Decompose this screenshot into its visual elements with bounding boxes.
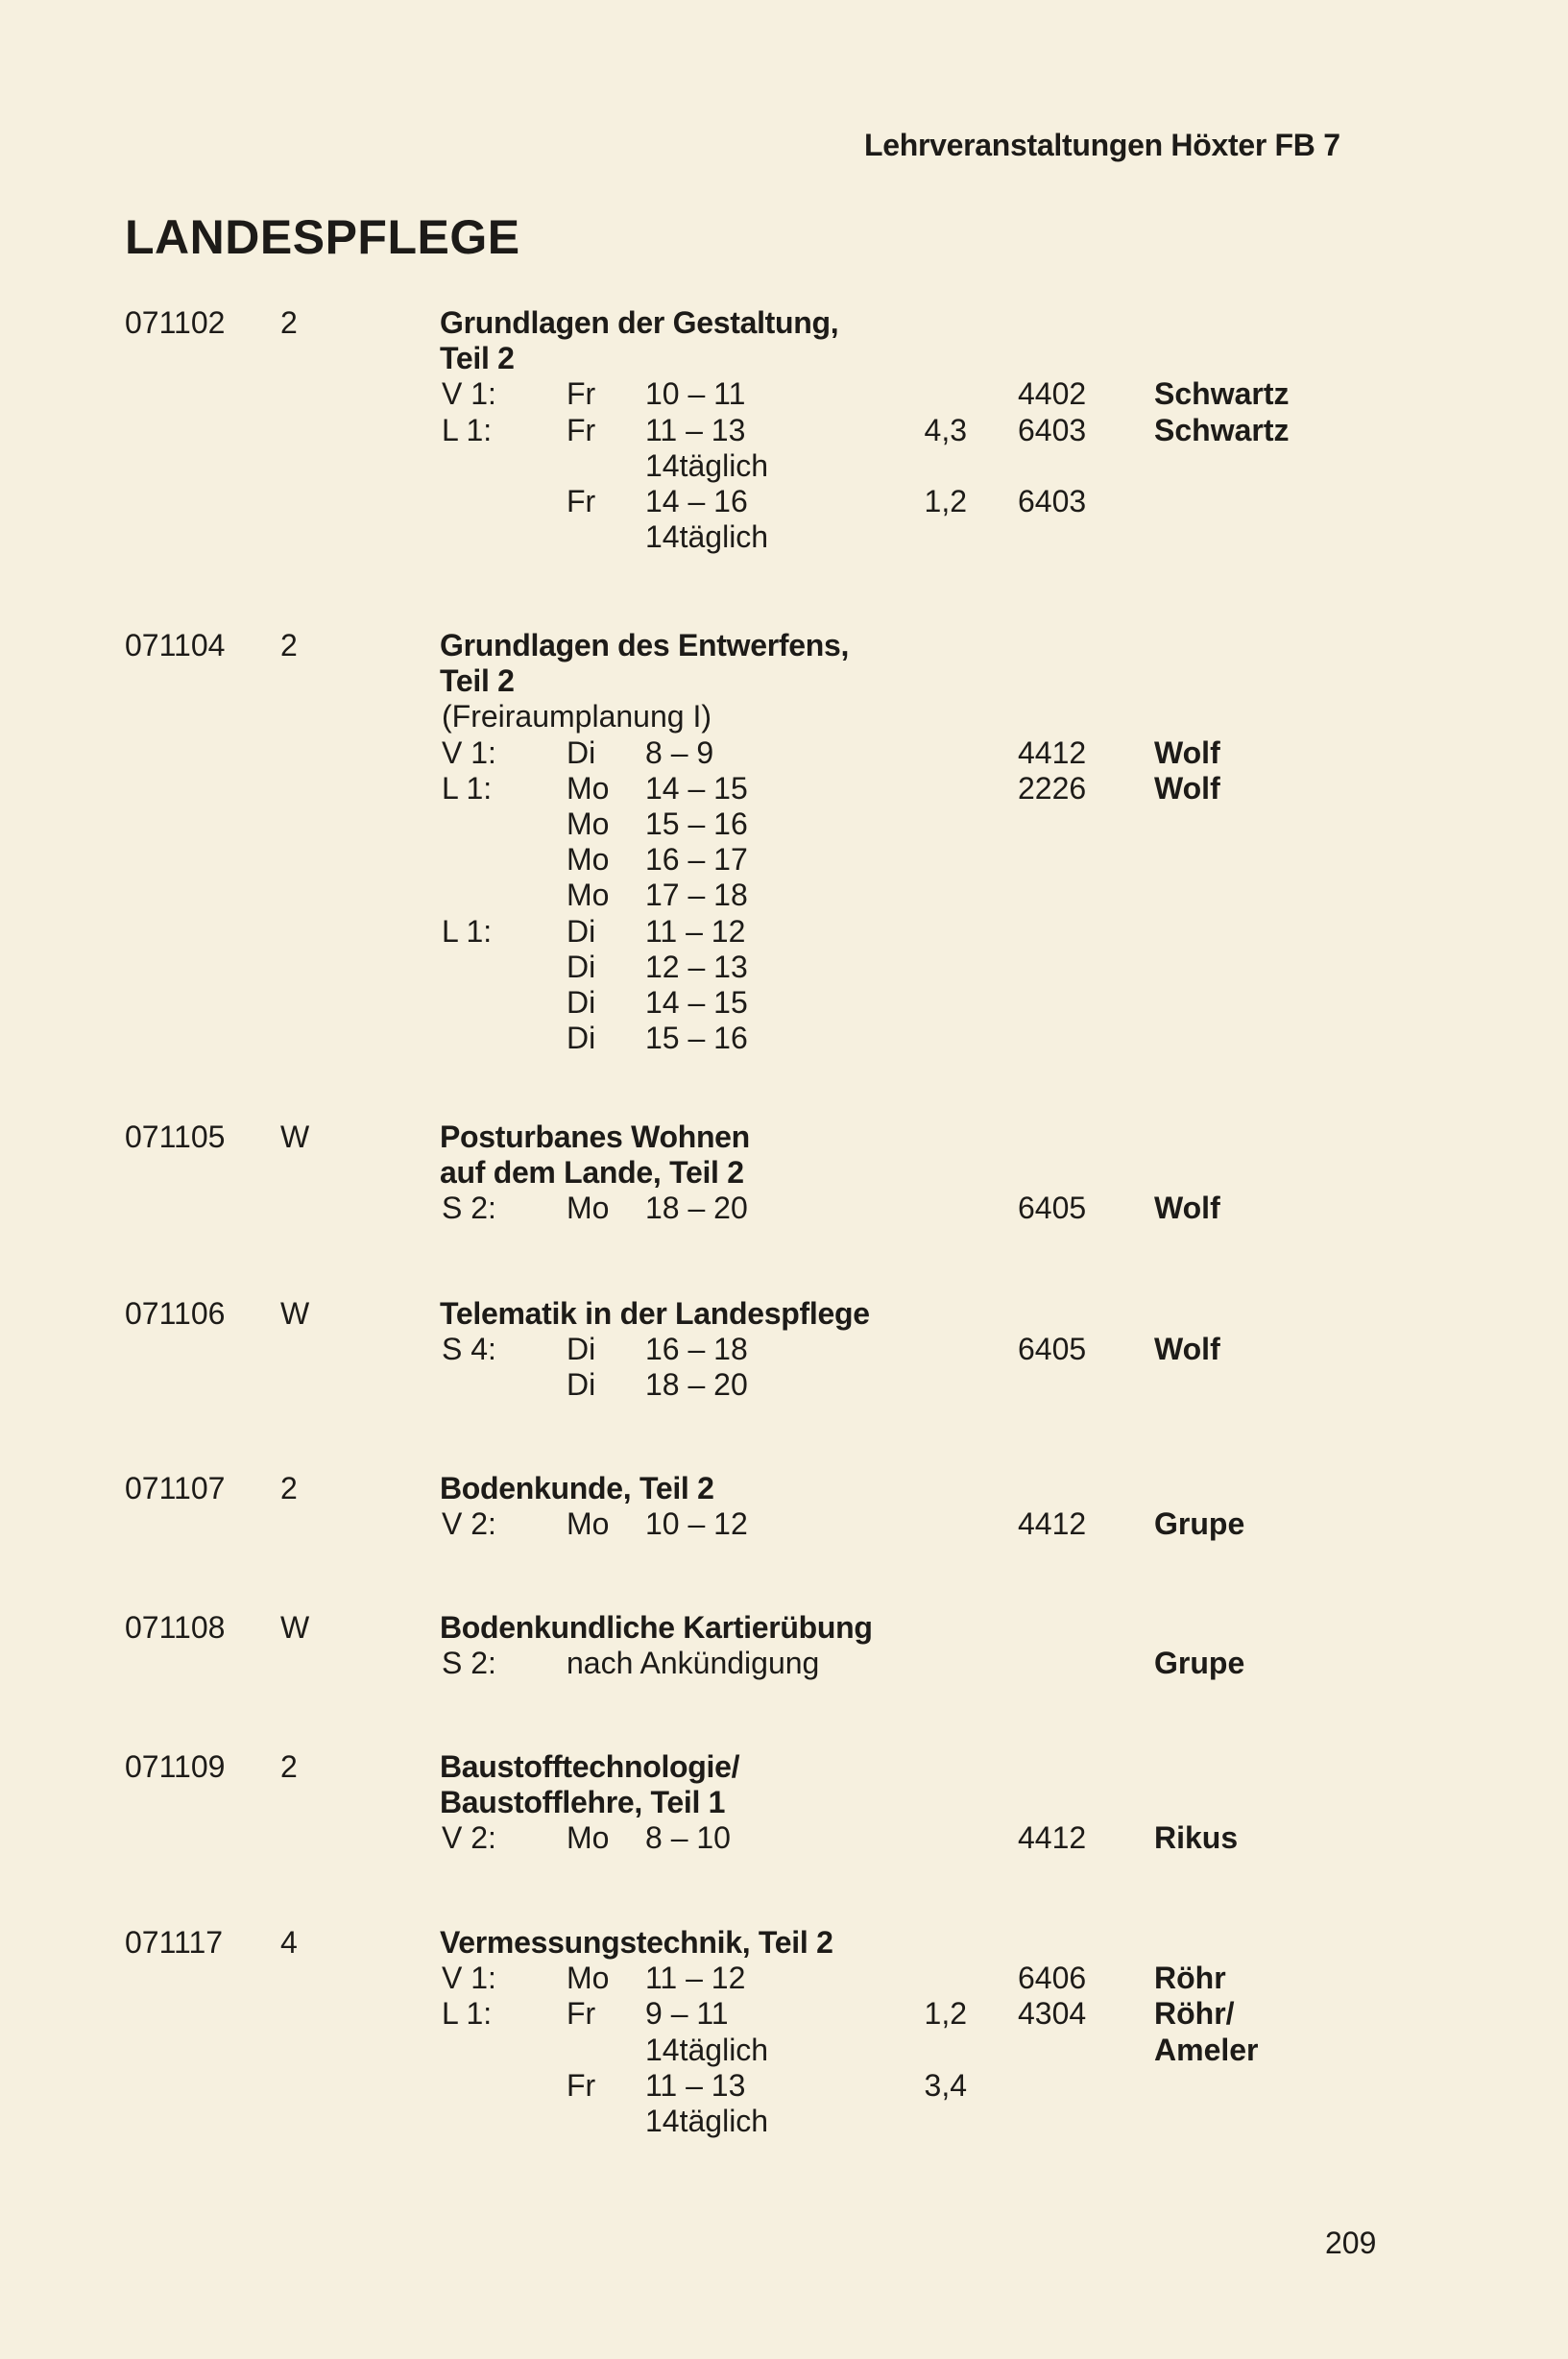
session-day: Fr	[567, 376, 596, 412]
schedule-row	[0, 2104, 1568, 2139]
session-room: 2226	[1018, 770, 1087, 806]
session-group: 4,3	[924, 412, 967, 447]
course-hours: W	[280, 1296, 310, 1331]
course-title	[440, 628, 849, 699]
session-day: Fr	[567, 2067, 596, 2103]
schedule-row	[0, 806, 1568, 842]
schedule-row	[0, 448, 1568, 484]
schedule-row	[0, 1820, 1568, 1856]
course-title-line: Teil 2	[440, 341, 515, 375]
session-time: 9 – 11	[645, 1996, 729, 2032]
course-title	[440, 305, 838, 376]
session-day: Mo	[567, 806, 610, 841]
session-lecturer: Schwartz	[1154, 412, 1290, 447]
course-hours: 2	[280, 628, 298, 662]
course-hours: W	[280, 1610, 310, 1645]
schedule-row	[0, 376, 1568, 412]
course-hours: 2	[280, 1471, 298, 1505]
session-time: 16 – 18	[645, 1332, 748, 1367]
course-code: 071109	[125, 1749, 226, 1784]
course-title-line: Grundlagen der Gestaltung,	[440, 305, 839, 340]
session-group: 1,2	[924, 1996, 967, 2032]
course-title-line: Grundlagen des Entwerfens,	[440, 628, 850, 662]
course-title	[440, 1119, 750, 1191]
course-title-line: Baustofflehre, Teil 1	[440, 1785, 726, 1819]
course-code: 071104	[125, 628, 226, 662]
schedule-row	[0, 1506, 1568, 1542]
session-day: Fr	[567, 484, 596, 518]
session-room: 6406	[1018, 1961, 1087, 1996]
session-lecturer: Röhr	[1154, 1961, 1226, 1996]
session-room: 6403	[1018, 484, 1087, 518]
session-room: 6405	[1018, 1332, 1087, 1367]
course-code: 071102	[125, 305, 226, 340]
session-room: 4412	[1018, 1506, 1087, 1542]
session-group: 1,2	[924, 484, 967, 518]
session-type: S 4:	[442, 1332, 496, 1367]
session-day: nach Ankündigung	[567, 1646, 820, 1681]
session-group: 3,4	[924, 2067, 967, 2103]
session-type: V 1:	[442, 376, 496, 412]
schedule-row	[0, 1961, 1568, 1996]
session-time: 11 – 12	[645, 913, 746, 949]
course-title	[440, 1610, 873, 1646]
session-room: 6405	[1018, 1191, 1087, 1226]
session-type: V 1:	[442, 1961, 496, 1996]
session-day: Mo	[567, 1820, 610, 1856]
session-type: L 1:	[442, 1996, 493, 2032]
session-time: 11 – 12	[645, 1961, 746, 1996]
course-hours: 4	[280, 1925, 298, 1960]
session-lecturer: Rikus	[1154, 1820, 1239, 1856]
session-day: Fr	[567, 412, 596, 447]
session-day: Di	[567, 1332, 596, 1367]
session-day: Fr	[567, 1996, 596, 2032]
schedule-row	[0, 1332, 1568, 1367]
session-type: V 2:	[442, 1820, 496, 1856]
session-type: L 1:	[442, 412, 493, 447]
schedule-row	[0, 950, 1568, 985]
course-title-line: Posturbanes Wohnen	[440, 1119, 750, 1154]
schedule-row	[0, 985, 1568, 1021]
schedule-row	[0, 413, 1568, 448]
session-day: Di	[567, 949, 596, 984]
schedule-row	[0, 771, 1568, 806]
session-time: 14täglich	[645, 519, 769, 555]
schedule-row	[0, 735, 1568, 771]
session-day: Di	[567, 1021, 596, 1056]
schedule-row	[0, 878, 1568, 913]
session-time: 18 – 20	[645, 1367, 748, 1403]
course-title-line: Teil 2	[440, 663, 515, 698]
session-lecturer: Wolf	[1154, 770, 1220, 806]
schedule-row	[0, 1021, 1568, 1056]
session-type: S 2:	[442, 1646, 496, 1681]
schedule-row	[0, 2068, 1568, 2104]
session-lecturer: Wolf	[1154, 1191, 1220, 1226]
session-day: Mo	[567, 1506, 610, 1542]
session-day: Mo	[567, 878, 610, 913]
session-time: 14 – 15	[645, 770, 748, 806]
schedule-row	[0, 1367, 1568, 1403]
course-code: 071107	[125, 1471, 226, 1505]
course-subtitle-text: (Freiraumplanung I)	[442, 699, 712, 734]
course-title-line: Bodenkundliche Kartierübung	[440, 1610, 873, 1645]
course-hours: 2	[280, 305, 298, 340]
session-lecturer: Wolf	[1154, 1332, 1220, 1367]
course-code: 071108	[125, 1610, 226, 1645]
schedule-row	[0, 1646, 1568, 1681]
session-room: 4304	[1018, 1996, 1087, 2032]
schedule-row	[0, 1996, 1568, 2032]
course-hours: W	[280, 1119, 310, 1154]
course-title	[440, 1925, 833, 1961]
session-time: 17 – 18	[645, 878, 748, 913]
session-day: Mo	[567, 1961, 610, 1996]
session-day: Di	[567, 734, 596, 770]
course-code: 071117	[125, 1925, 224, 1960]
course-title	[440, 1296, 870, 1332]
session-time: 12 – 13	[645, 949, 748, 984]
course-code: 071105	[125, 1119, 226, 1154]
schedule-row	[0, 519, 1568, 555]
course-title-line: auf dem Lande, Teil 2	[440, 1155, 744, 1190]
session-time: 18 – 20	[645, 1191, 748, 1226]
session-time: 15 – 16	[645, 1021, 748, 1056]
course-hours: 2	[280, 1749, 298, 1784]
page-header: Lehrveranstaltungen Höxter FB 7	[864, 128, 1340, 162]
session-time: 14täglich	[645, 2032, 769, 2067]
session-day: Mo	[567, 770, 610, 806]
session-day: Di	[567, 1367, 596, 1403]
session-room: 4412	[1018, 1820, 1087, 1856]
schedule-row	[0, 914, 1568, 950]
schedule-row	[0, 1191, 1568, 1226]
schedule-row	[0, 484, 1568, 519]
session-time: 11 – 13	[645, 2067, 746, 2103]
session-day: Mo	[567, 1191, 610, 1226]
session-lecturer: Grupe	[1154, 1646, 1245, 1681]
session-room: 4402	[1018, 376, 1087, 412]
session-type: L 1:	[442, 770, 493, 806]
session-time: 11 – 13	[645, 412, 746, 447]
course-title-line: Vermessungstechnik, Teil 2	[440, 1925, 833, 1960]
session-type: L 1:	[442, 913, 493, 949]
session-lecturer: Grupe	[1154, 1506, 1245, 1542]
session-day: Di	[567, 985, 596, 1020]
course-title	[440, 1471, 714, 1506]
session-time: 16 – 17	[645, 842, 748, 878]
session-day: Di	[567, 913, 596, 949]
session-time: 15 – 16	[645, 806, 748, 841]
session-time: 14täglich	[645, 2104, 769, 2138]
course-subtitle	[0, 699, 1568, 734]
session-type: V 1:	[442, 734, 496, 770]
course-title-line: Baustofftechnologie/	[440, 1749, 740, 1784]
session-room: 6403	[1018, 412, 1087, 447]
session-day: Mo	[567, 842, 610, 878]
course-code: 071106	[125, 1296, 226, 1331]
session-time: 14 – 16	[645, 484, 748, 518]
schedule-row	[0, 2033, 1568, 2068]
section-title: LANDESPFLEGE	[125, 210, 520, 264]
session-time: 14 – 15	[645, 985, 748, 1020]
session-room: 4412	[1018, 734, 1087, 770]
session-time: 14täglich	[645, 447, 769, 483]
course-title-line: Bodenkunde, Teil 2	[440, 1471, 714, 1505]
session-lecturer: Schwartz	[1154, 376, 1290, 412]
session-type: S 2:	[442, 1191, 496, 1226]
course-title-line: Telematik in der Landespflege	[440, 1296, 870, 1331]
session-lecturer: Ameler	[1154, 2032, 1259, 2067]
session-type: V 2:	[442, 1506, 496, 1542]
course-title	[440, 1749, 739, 1820]
page-number: 209	[1325, 2226, 1377, 2260]
session-time: 8 – 10	[645, 1820, 731, 1856]
session-time: 10 – 12	[645, 1506, 748, 1542]
session-lecturer: Röhr/	[1154, 1996, 1235, 2032]
session-time: 10 – 11	[645, 376, 746, 412]
session-time: 8 – 9	[645, 734, 714, 770]
schedule-row	[0, 842, 1568, 878]
session-lecturer: Wolf	[1154, 734, 1220, 770]
